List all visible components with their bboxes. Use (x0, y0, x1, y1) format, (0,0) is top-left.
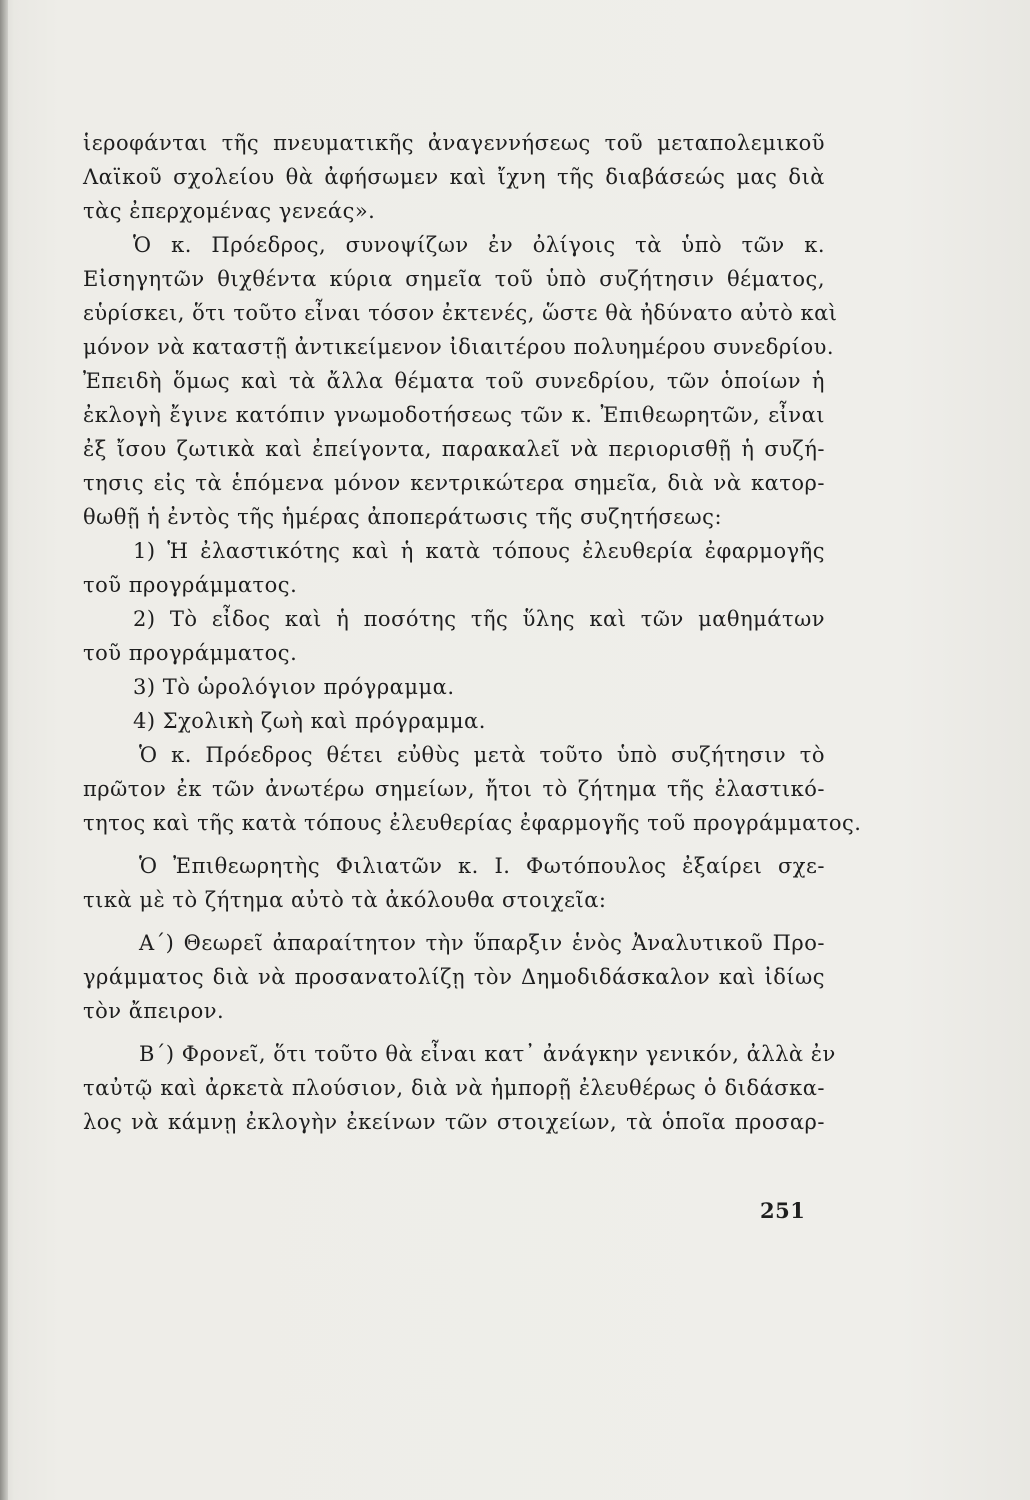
list-item-2: 2) Τὸ εἶδος καὶ ἡ ποσότης τῆς ὕλης καὶ τῶν μαθημάτων (133, 607, 825, 631)
text-line: Ἐπειδὴ ὅμως καὶ τὰ ἄλλα θέματα τοῦ συνεδρίου, τῶν ὁποίων ἡ (83, 369, 825, 393)
page-binding-edge (0, 0, 8, 1500)
text-line: Λαϊκοῦ σχολείου θὰ ἀφήσωμεν καὶ ἴχνη τῆς διαβάσεώς μας διὰ (83, 165, 825, 189)
text-line: ἐκλογὴ ἔγινε κατόπιν γνωμοδοτήσεως τῶν κ. Ἐπιθεωρητῶν, εἶναι (83, 403, 825, 427)
body-text (83, 126, 862, 1139)
text-line: ταὐτῷ καὶ ἀρκετὰ πλούσιον, διὰ νὰ ἠμπορῇ ἐλευθέρως ὁ διδάσκα- (83, 1076, 825, 1100)
list-item-3: 3) Τὸ ὡρολόγιον πρόγραμμα. (133, 675, 455, 699)
text-line: μόνον νὰ καταστῇ ἀντικείμενον ἰδιαιτέρου πολυημέρου συνεδρίου. (83, 335, 835, 359)
text-line: ἐξ ἴσου ζωτικὰ καὶ ἐπείγοντα, παρακαλεῖ νὰ περιορισθῇ ἡ συζή- (83, 437, 825, 461)
text-line: Β΄) Φρονεῖ, ὅτι τοῦτο θὰ εἶναι κατ᾽ ἀνάγκην γενικόν, ἀλλὰ ἐν (139, 1042, 836, 1066)
text-line: Εἰσηγητῶν θιχθέντα κύρια σημεῖα τοῦ ὑπὸ συζήτησιν θέματος, (83, 267, 825, 291)
text-line: τικὰ μὲ τὸ ζήτημα αὐτὸ τὰ ἀκόλουθα στοιχεῖα: (83, 888, 607, 912)
text-line: Ὁ Ἐπιθεωρητὴς Φιλιατῶν κ. Ι. Φωτόπουλος ἐξαίρει σχε- (139, 854, 825, 878)
list-item-1: 1) Ἡ ἐλαστικότης καὶ ἡ κατὰ τόπους ἐλευθερία ἐφαρμογῆς (133, 539, 825, 563)
text-line: θωθῇ ἡ ἐντὸς τῆς ἡμέρας ἀποπεράτωσις τῆς συζητήσεως: (83, 505, 723, 529)
text-line: τοῦ προγράμματος. (83, 641, 298, 665)
text-line: τητος καὶ τῆς κατὰ τόπους ἐλευθερίας ἐφαρμογῆς τοῦ προγράμματος. (83, 811, 862, 835)
text-line: Ὁ κ. Πρόεδρος, συνοψίζων ἐν ὀλίγοις τὰ ὑπὸ τῶν κ. (133, 233, 825, 257)
text-line: τὸν ἄπειρον. (83, 999, 225, 1023)
list-item-4: 4) Σχολικὴ ζωὴ καὶ πρόγραμμα. (133, 709, 486, 733)
text-line: τοῦ προγράμματος. (83, 573, 298, 597)
text-line: ἱεροφάνται τῆς πνευματικῆς ἀναγεννήσεως τοῦ μεταπολεμικοῦ (83, 131, 825, 155)
text-line: τησις εἰς τὰ ἑπόμενα μόνον κεντρικώτερα σημεῖα, διὰ νὰ κατορ- (83, 471, 825, 495)
page-number: 251 (760, 1198, 806, 1223)
text-line: Ὁ κ. Πρόεδρος θέτει εὐθὺς μετὰ τοῦτο ὑπὸ συζήτησιν τὸ (139, 743, 825, 767)
text-line: Α΄) Θεωρεῖ ἀπαραίτητον τὴν ὕπαρξιν ἑνὸς Ἀναλυτικοῦ Προ- (139, 931, 825, 955)
text-line: πρῶτον ἐκ τῶν ἀνωτέρω σημείων, ἤτοι τὸ ζήτημα τῆς ἐλαστικό- (83, 777, 825, 801)
text-line: εὑρίσκει, ὅτι τοῦτο εἶναι τόσον ἐκτενές, ὥστε θὰ ἠδύνατο αὐτὸ καὶ (83, 301, 838, 325)
text-line: λος νὰ κάμνῃ ἐκλογὴν ἐκείνων τῶν στοιχείων, τὰ ὁποῖα προσαρ- (83, 1110, 825, 1134)
text-line: γράμματος διὰ νὰ προσανατολίζῃ τὸν Δημοδιδάσκαλον καὶ ἰδίως (83, 965, 825, 989)
text-line: τὰς ἐπερχομένας γενεάς». (83, 199, 376, 223)
